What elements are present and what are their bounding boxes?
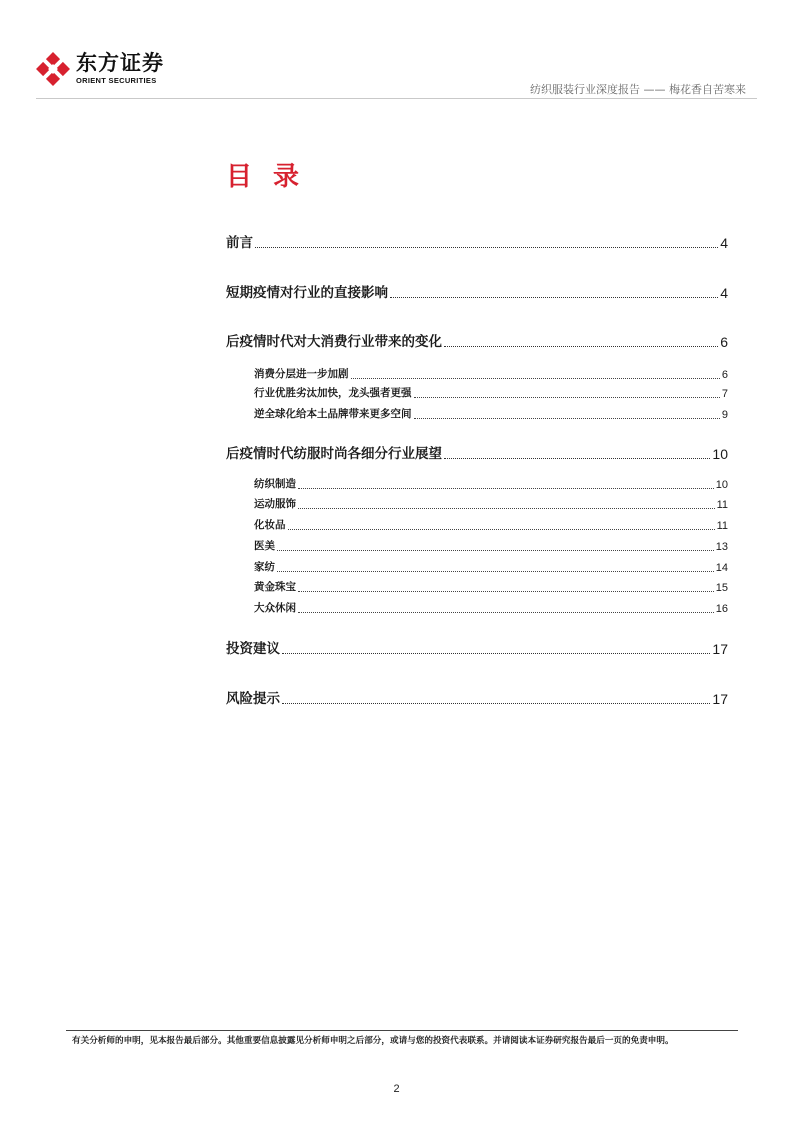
company-name-cn: 东方证券 [76, 51, 164, 76]
toc-entry-label: 家纺 [254, 561, 275, 573]
toc-dot-leader [298, 590, 714, 592]
toc-entry-label: 行业优胜劣汰加快，龙头强者更强 [254, 387, 412, 399]
toc-dot-leader [444, 457, 710, 459]
toc-entry-label: 大众休闲 [254, 602, 296, 614]
toc-entry-page: 4 [720, 285, 728, 301]
toc-subentry-sportswear[interactable] [254, 497, 728, 511]
toc-entry-preface[interactable] [226, 233, 728, 251]
page-number: 2 [393, 1083, 400, 1095]
toc-dot-leader [288, 528, 715, 530]
toc-dot-leader [277, 570, 714, 572]
toc-entry-label: 运动服饰 [254, 498, 296, 510]
toc-entry-page: 17 [712, 691, 728, 707]
toc-heading: 目 录 [226, 162, 306, 192]
toc-subentry-mass-casual[interactable] [254, 601, 728, 615]
toc-dot-leader [414, 417, 720, 419]
toc-entry-label: 后疫情时代对大消费行业带来的变化 [226, 334, 442, 350]
toc-entry-page: 16 [715, 603, 728, 615]
toc-entry-page: 13 [715, 541, 728, 553]
toc-dot-leader [414, 396, 720, 398]
toc-dot-leader [390, 296, 718, 298]
toc-entry-page: 4 [720, 235, 728, 251]
toc-entry-label: 黄金珠宝 [254, 581, 296, 593]
toc-entry-investment-advice[interactable] [226, 639, 728, 657]
page-header [0, 0, 793, 100]
toc-entry-label: 化妆品 [254, 519, 286, 531]
footer-divider [66, 1030, 738, 1031]
toc-entry-label: 风险提示 [226, 691, 280, 707]
toc-dot-leader [282, 652, 710, 654]
toc-entry-short-term-impact[interactable] [226, 283, 728, 301]
toc-entry-label: 投资建议 [226, 641, 280, 657]
toc-entry-label: 逆全球化给本土品牌带来更多空间 [254, 408, 412, 420]
toc-entry-label: 医美 [254, 540, 275, 552]
toc-subentry-gold-jewelry[interactable] [254, 580, 728, 594]
toc-entry-page: 7 [721, 388, 728, 400]
toc-entry-label: 短期疫情对行业的直接影响 [226, 285, 388, 301]
toc-dot-leader [282, 702, 710, 704]
header-divider [36, 98, 757, 99]
toc-subentry-medical-aesthetics[interactable] [254, 539, 728, 553]
toc-dot-leader [298, 611, 714, 613]
toc-dot-leader [255, 246, 718, 248]
toc-entry-risk-warning[interactable] [226, 689, 728, 707]
toc-dot-leader [298, 487, 714, 489]
company-logo [36, 52, 164, 86]
toc-subentry-consumption-stratification[interactable] [254, 367, 728, 381]
report-title: 纺织服装行业深度报告 —— 梅花香自苦寒来 [530, 83, 746, 96]
toc-entry-page: 9 [721, 409, 728, 421]
toc-dot-leader [351, 377, 720, 379]
company-name-en: ORIENT SECURITIES [76, 76, 157, 86]
toc-subentry-home-textiles[interactable] [254, 560, 728, 574]
toc-entry-label: 后疫情时代纺服时尚各细分行业展望 [226, 446, 442, 462]
toc-entry-page: 10 [715, 479, 728, 491]
toc-subentry-textile-manufacturing[interactable] [254, 477, 728, 491]
toc-entry-page: 15 [715, 582, 728, 594]
toc-entry-page: 10 [712, 446, 728, 462]
toc-dot-leader [298, 507, 715, 509]
orient-securities-logo-icon [36, 52, 70, 86]
toc-subentry-industry-consolidation[interactable] [254, 386, 728, 400]
toc-entry-page: 11 [716, 499, 728, 511]
toc-entry-page: 14 [715, 562, 728, 574]
toc-entry-page: 6 [720, 334, 728, 350]
toc-subentry-deglobalization[interactable] [254, 407, 728, 421]
toc-entry-page: 11 [716, 520, 728, 532]
toc-entry-label: 前言 [226, 235, 253, 251]
toc-entry-page: 6 [721, 369, 728, 381]
toc-entry-label: 纺织制造 [254, 478, 296, 490]
toc-entry-label: 消费分层进一步加剧 [254, 368, 349, 380]
toc-entry-page: 17 [712, 641, 728, 657]
toc-dot-leader [277, 549, 714, 551]
toc-dot-leader [444, 345, 718, 347]
footer-disclaimer: 有关分析师的申明，见本报告最后部分。其他重要信息披露见分析师申明之后部分，或请与您的投资代表联系。并请阅读本证券研究报告最后一页的免责申明。 [72, 1036, 674, 1046]
toc-entry-segment-outlook[interactable] [226, 444, 728, 462]
toc-subentry-cosmetics[interactable] [254, 518, 728, 532]
toc-entry-consumption-changes[interactable] [226, 332, 728, 350]
